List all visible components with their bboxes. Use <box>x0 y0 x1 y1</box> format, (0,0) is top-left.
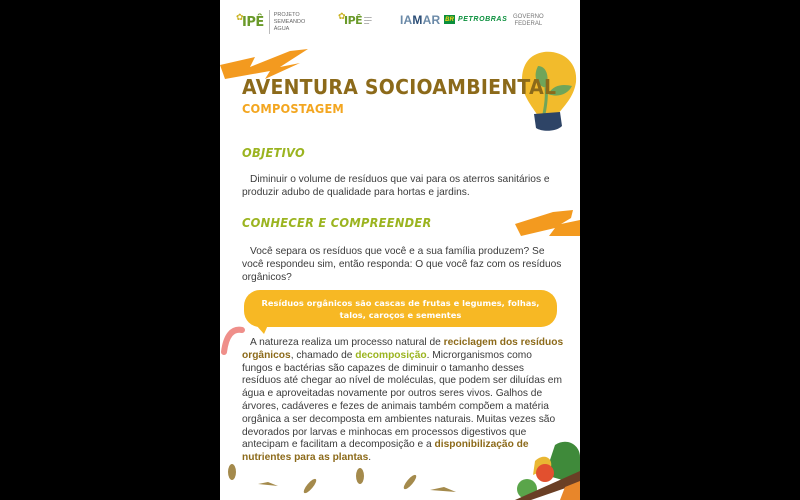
section-heading-conhecer: CONHECER E COMPREENDER <box>242 216 432 230</box>
logo-iamar <box>400 13 440 27</box>
logo-ipe <box>338 12 372 27</box>
section-heading-objetivo: OBJETIVO <box>242 146 306 160</box>
document-page <box>220 0 580 500</box>
petrobras-br-icon: BR <box>445 16 454 23</box>
highlight-nutrientes: disponibilização de nutrientes para as plantas <box>242 439 529 464</box>
partner-logos <box>220 0 580 40</box>
logo-subtext: ▬▬▬ ▬▬▬ ▬▬ <box>364 16 372 25</box>
iamar-wordmark: IAMAR <box>400 13 441 27</box>
logo-ipe-semeando-agua <box>236 10 306 34</box>
vegetable-basket-icon <box>505 435 580 500</box>
callout-bubble <box>244 290 557 327</box>
page-subtitle: COMPOSTAGEM <box>242 102 344 116</box>
body-paragraph: A natureza realiza um processo natural de reciclagem dos resíduos orgânicos, chamado de decomposição. Microrganismos como fungos e bactérias são capazes de diminuir o tamanho desses resíduos até chegar ao nível de moléculas, que podem ser diluídas em água e aproveitadas novamente por outros seres vivos. Galhos de árvores, cadáveres e fezes de animais também compõem a matéria orgânica a ser decomposta em ambientes naturais. Muitas vezes são devorados por larvas e minhocas em processos digestivos que antecipam e facilitam a decomposição e a disponibilização de nutrientes para as plantas. <box>242 337 564 464</box>
logo-text: PROJETO SEMEANDO ÁGUA <box>273 11 306 32</box>
logo-petrobras: BR PETROBRAS <box>445 16 508 23</box>
logo-governo-federal: GOVERNO FEDERAL <box>513 14 544 27</box>
logo-divider <box>269 10 270 34</box>
ipe-logo-icon: ✿ IPÊ <box>236 12 264 30</box>
scattered-leaves-icon <box>220 462 520 500</box>
ipe-logo-icon: ✿ IPÊ <box>338 12 363 27</box>
highlight-decomposicao: decomposição <box>355 349 427 361</box>
objetivo-text: Diminuir o volume de resíduos que vai para os aterros sanitários e produzir adubo de qualidade para hortas e jardins. <box>242 174 550 198</box>
highlight-reciclagem: reciclagem dos resíduos orgânicos <box>242 337 564 361</box>
conhecer-text: Você separa os resíduos que você e a sua família produzem? Se você respondeu sim, então responda: O que você faz com os resíduos orgânicos? <box>242 246 562 283</box>
page-title: AVENTURA SOCIOAMBIENTAL <box>242 75 557 99</box>
callout-text: Resíduos orgânicos são cascas de frutas e legumes, folhas, talos, caroços e sementes <box>261 297 540 320</box>
orange-brush-stroke-icon <box>513 198 580 238</box>
